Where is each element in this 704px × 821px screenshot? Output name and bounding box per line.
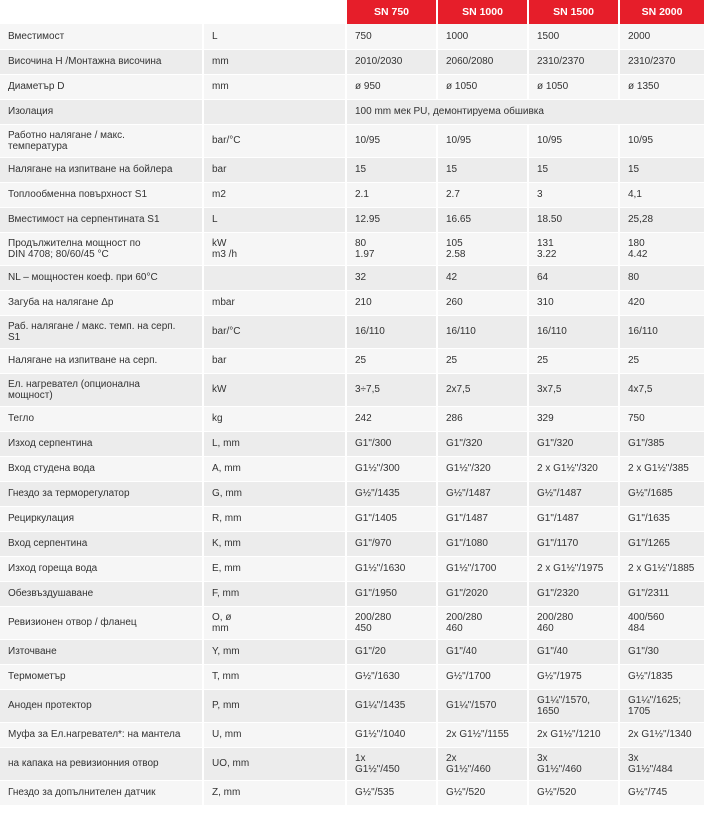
- table-row: [0, 24, 704, 49]
- parameter-label: Продължителна мощност по DIN 4708; 80/60/45 °C: [0, 232, 203, 265]
- value-cell: G1"/1265: [619, 531, 704, 556]
- table-row: [0, 74, 704, 99]
- value-cell: 1x G1½"/450: [346, 747, 437, 780]
- value-cell: 2310/2370: [619, 49, 704, 74]
- value-cell: G½"/535: [346, 780, 437, 805]
- value-cell: G1¼"/1435: [346, 689, 437, 722]
- parameter-label: Източване: [0, 639, 203, 664]
- value-cell: 131 3.22: [528, 232, 619, 265]
- value-cell: 2.7: [437, 182, 528, 207]
- value-cell: G½"/520: [437, 780, 528, 805]
- value-cell: 16/110: [346, 315, 437, 348]
- value-cell: ø 1050: [528, 74, 619, 99]
- table-row: [0, 348, 704, 373]
- value-cell: 3÷7,5: [346, 373, 437, 406]
- value-cell: G½"/1487: [437, 481, 528, 506]
- unit-cell: bar/°C: [203, 315, 346, 348]
- value-cell: 260: [437, 290, 528, 315]
- header-blank-parameter: [0, 0, 203, 24]
- header-model-sn2000: SN 2000: [619, 0, 704, 24]
- parameter-label: Изход гореща вода: [0, 556, 203, 581]
- value-cell: 2010/2030: [346, 49, 437, 74]
- spec-table-header: [0, 0, 704, 24]
- value-cell: 25: [619, 348, 704, 373]
- value-cell: G1"/970: [346, 531, 437, 556]
- value-cell: G1¼"/1570, 1650: [528, 689, 619, 722]
- value-cell: G1"/320: [528, 431, 619, 456]
- header-row: [0, 0, 704, 24]
- parameter-label: Работно налягане / макс. температура: [0, 124, 203, 157]
- value-cell: 310: [528, 290, 619, 315]
- header-model-sn750: SN 750: [346, 0, 437, 24]
- value-cell: G½"/1630: [346, 664, 437, 689]
- unit-cell: kW: [203, 373, 346, 406]
- parameter-label: Гнездо за терморегулатор: [0, 481, 203, 506]
- value-cell: G1½"/300: [346, 456, 437, 481]
- value-cell: 32: [346, 265, 437, 290]
- value-cell: 18.50: [528, 207, 619, 232]
- value-cell: 3x G1½"/460: [528, 747, 619, 780]
- value-cell: G½"/1685: [619, 481, 704, 506]
- table-row: [0, 606, 704, 639]
- value-cell: 1500: [528, 24, 619, 49]
- unit-cell: L, mm: [203, 431, 346, 456]
- value-cell: 2060/2080: [437, 49, 528, 74]
- value-cell: G1¼"/1625; 1705: [619, 689, 704, 722]
- value-cell: 2310/2370: [528, 49, 619, 74]
- parameter-label: Налягане на изпитване на серп.: [0, 348, 203, 373]
- value-cell: 4,1: [619, 182, 704, 207]
- value-cell: 200/280 460: [437, 606, 528, 639]
- unit-cell: K, mm: [203, 531, 346, 556]
- value-cell: 25: [528, 348, 619, 373]
- value-cell: 750: [346, 24, 437, 49]
- unit-cell: L: [203, 24, 346, 49]
- value-cell: G1¼"/1570: [437, 689, 528, 722]
- value-cell: 16/110: [619, 315, 704, 348]
- table-row: [0, 124, 704, 157]
- spec-table-body: [0, 24, 704, 805]
- value-cell: 2.1: [346, 182, 437, 207]
- parameter-label: Вместимост на серпентината S1: [0, 207, 203, 232]
- unit-cell: A, mm: [203, 456, 346, 481]
- unit-cell: E, mm: [203, 556, 346, 581]
- value-cell: G1"/20: [346, 639, 437, 664]
- value-cell: G1"/40: [528, 639, 619, 664]
- parameter-label: Вход серпентина: [0, 531, 203, 556]
- value-cell: 12.95: [346, 207, 437, 232]
- table-row: [0, 722, 704, 747]
- parameter-label: Вход студена вода: [0, 456, 203, 481]
- unit-cell: bar: [203, 348, 346, 373]
- value-cell: 3x7,5: [528, 373, 619, 406]
- value-cell: 64: [528, 265, 619, 290]
- value-cell: ø 950: [346, 74, 437, 99]
- table-row: [0, 182, 704, 207]
- table-row: [0, 290, 704, 315]
- table-row: [0, 49, 704, 74]
- table-row: [0, 207, 704, 232]
- value-cell: G1"/2311: [619, 581, 704, 606]
- unit-cell: F, mm: [203, 581, 346, 606]
- parameter-label: Гнездо за допълнителен датчик: [0, 780, 203, 805]
- value-cell: 2x7,5: [437, 373, 528, 406]
- value-cell: 3: [528, 182, 619, 207]
- table-row: [0, 780, 704, 805]
- table-row: [0, 157, 704, 182]
- value-cell: 2 x G1½"/1885: [619, 556, 704, 581]
- value-cell: 80 1.97: [346, 232, 437, 265]
- table-row: [0, 431, 704, 456]
- parameter-label: Термометър: [0, 664, 203, 689]
- unit-cell: T, mm: [203, 664, 346, 689]
- parameter-label: Аноден протектор: [0, 689, 203, 722]
- value-cell: 10/95: [346, 124, 437, 157]
- value-cell: G1"/30: [619, 639, 704, 664]
- value-cell: 2x G1½"/460: [437, 747, 528, 780]
- value-cell: 2x G1½"/1340: [619, 722, 704, 747]
- value-cell: G½"/1487: [528, 481, 619, 506]
- value-cell: 1000: [437, 24, 528, 49]
- parameter-label: Диаметър D: [0, 74, 203, 99]
- value-cell: ø 1050: [437, 74, 528, 99]
- value-cell: G1"/1950: [346, 581, 437, 606]
- value-cell: G1"/1635: [619, 506, 704, 531]
- value-cell: G1½"/1630: [346, 556, 437, 581]
- value-cell: G½"/1700: [437, 664, 528, 689]
- unit-cell: [203, 265, 346, 290]
- table-row: [0, 99, 704, 124]
- value-cell: G1"/320: [437, 431, 528, 456]
- table-row: [0, 481, 704, 506]
- value-cell: 242: [346, 406, 437, 431]
- value-cell: 2000: [619, 24, 704, 49]
- unit-cell: [203, 99, 346, 124]
- value-cell: 10/95: [528, 124, 619, 157]
- value-cell: G1"/40: [437, 639, 528, 664]
- value-cell: 420: [619, 290, 704, 315]
- value-cell: 25: [346, 348, 437, 373]
- value-cell: 15: [619, 157, 704, 182]
- value-cell: 16/110: [437, 315, 528, 348]
- parameter-label: Раб. налягане / макс. темп. на серп. S1: [0, 315, 203, 348]
- value-cell: 750: [619, 406, 704, 431]
- parameter-label: Муфа за Ел.нагревател*: на мантела: [0, 722, 203, 747]
- value-cell: 2x G1½"/1210: [528, 722, 619, 747]
- value-cell: G1"/1487: [528, 506, 619, 531]
- value-cell: ø 1350: [619, 74, 704, 99]
- value-cell: G1"/385: [619, 431, 704, 456]
- unit-cell: Y, mm: [203, 639, 346, 664]
- table-row: [0, 456, 704, 481]
- value-cell: G1"/1170: [528, 531, 619, 556]
- value-cell: 2 x G1½"/1975: [528, 556, 619, 581]
- value-cell: 10/95: [619, 124, 704, 157]
- value-cell: 200/280 460: [528, 606, 619, 639]
- unit-cell: O, ø mm: [203, 606, 346, 639]
- parameter-label: Налягане на изпитване на бойлера: [0, 157, 203, 182]
- value-cell: G1"/300: [346, 431, 437, 456]
- unit-cell: UO, mm: [203, 747, 346, 780]
- value-cell: G½"/1835: [619, 664, 704, 689]
- spanned-value-cell: 100 mm мек PU, демонтируема обшивка: [346, 99, 704, 124]
- table-row: [0, 265, 704, 290]
- value-cell: 2 x G1½"/320: [528, 456, 619, 481]
- unit-cell: kW m3 /h: [203, 232, 346, 265]
- parameter-label: Височина H /Монтажна височина: [0, 49, 203, 74]
- parameter-label: Тегло: [0, 406, 203, 431]
- table-row: [0, 639, 704, 664]
- value-cell: G1"/2320: [528, 581, 619, 606]
- value-cell: 42: [437, 265, 528, 290]
- parameter-label: Изолация: [0, 99, 203, 124]
- value-cell: G½"/520: [528, 780, 619, 805]
- value-cell: 15: [437, 157, 528, 182]
- value-cell: G1"/2020: [437, 581, 528, 606]
- value-cell: 16/110: [528, 315, 619, 348]
- header-model-sn1000: SN 1000: [437, 0, 528, 24]
- header-model-sn1500: SN 1500: [528, 0, 619, 24]
- parameter-label: Изход серпентина: [0, 431, 203, 456]
- parameter-label: Загуба на налягане Δp: [0, 290, 203, 315]
- table-row: [0, 556, 704, 581]
- parameter-label: на капака на ревизионния отвор: [0, 747, 203, 780]
- unit-cell: m2: [203, 182, 346, 207]
- header-blank-unit: [203, 0, 346, 24]
- parameter-label: Ел. нагревател (опционална мощност): [0, 373, 203, 406]
- parameter-label: Рециркулация: [0, 506, 203, 531]
- unit-cell: G, mm: [203, 481, 346, 506]
- table-row: [0, 315, 704, 348]
- value-cell: 329: [528, 406, 619, 431]
- value-cell: G1½"/320: [437, 456, 528, 481]
- table-row: [0, 373, 704, 406]
- unit-cell: R, mm: [203, 506, 346, 531]
- unit-cell: bar: [203, 157, 346, 182]
- value-cell: G½"/1435: [346, 481, 437, 506]
- table-row: [0, 664, 704, 689]
- value-cell: 200/280 450: [346, 606, 437, 639]
- value-cell: G1"/1405: [346, 506, 437, 531]
- value-cell: 210: [346, 290, 437, 315]
- table-row: [0, 581, 704, 606]
- unit-cell: L: [203, 207, 346, 232]
- table-row: [0, 506, 704, 531]
- unit-cell: mbar: [203, 290, 346, 315]
- value-cell: 80: [619, 265, 704, 290]
- table-row: [0, 531, 704, 556]
- parameter-label: Обезвъздушаване: [0, 581, 203, 606]
- value-cell: G1"/1080: [437, 531, 528, 556]
- value-cell: G1½"/1700: [437, 556, 528, 581]
- unit-cell: bar/°C: [203, 124, 346, 157]
- value-cell: 2 x G1½"/385: [619, 456, 704, 481]
- parameter-label: NL – мощностен коеф. при 60°C: [0, 265, 203, 290]
- table-row: [0, 747, 704, 780]
- value-cell: G½"/745: [619, 780, 704, 805]
- value-cell: 10/95: [437, 124, 528, 157]
- value-cell: 16.65: [437, 207, 528, 232]
- parameter-label: Ревизионен отвор / фланец: [0, 606, 203, 639]
- unit-cell: mm: [203, 49, 346, 74]
- parameter-label: Вместимост: [0, 24, 203, 49]
- value-cell: 15: [346, 157, 437, 182]
- unit-cell: U, mm: [203, 722, 346, 747]
- unit-cell: kg: [203, 406, 346, 431]
- value-cell: 3x G1½"/484: [619, 747, 704, 780]
- value-cell: 25,28: [619, 207, 704, 232]
- value-cell: G1½"/1040: [346, 722, 437, 747]
- value-cell: 400/560 484: [619, 606, 704, 639]
- table-row: [0, 406, 704, 431]
- table-row: [0, 232, 704, 265]
- unit-cell: mm: [203, 74, 346, 99]
- value-cell: 15: [528, 157, 619, 182]
- unit-cell: P, mm: [203, 689, 346, 722]
- value-cell: 25: [437, 348, 528, 373]
- parameter-label: Топлообменна повърхност S1: [0, 182, 203, 207]
- value-cell: 105 2.58: [437, 232, 528, 265]
- value-cell: 4x7,5: [619, 373, 704, 406]
- table-row: [0, 689, 704, 722]
- value-cell: G½"/1975: [528, 664, 619, 689]
- value-cell: 2x G1½"/1155: [437, 722, 528, 747]
- value-cell: 286: [437, 406, 528, 431]
- value-cell: G1"/1487: [437, 506, 528, 531]
- unit-cell: Z, mm: [203, 780, 346, 805]
- value-cell: 180 4.42: [619, 232, 704, 265]
